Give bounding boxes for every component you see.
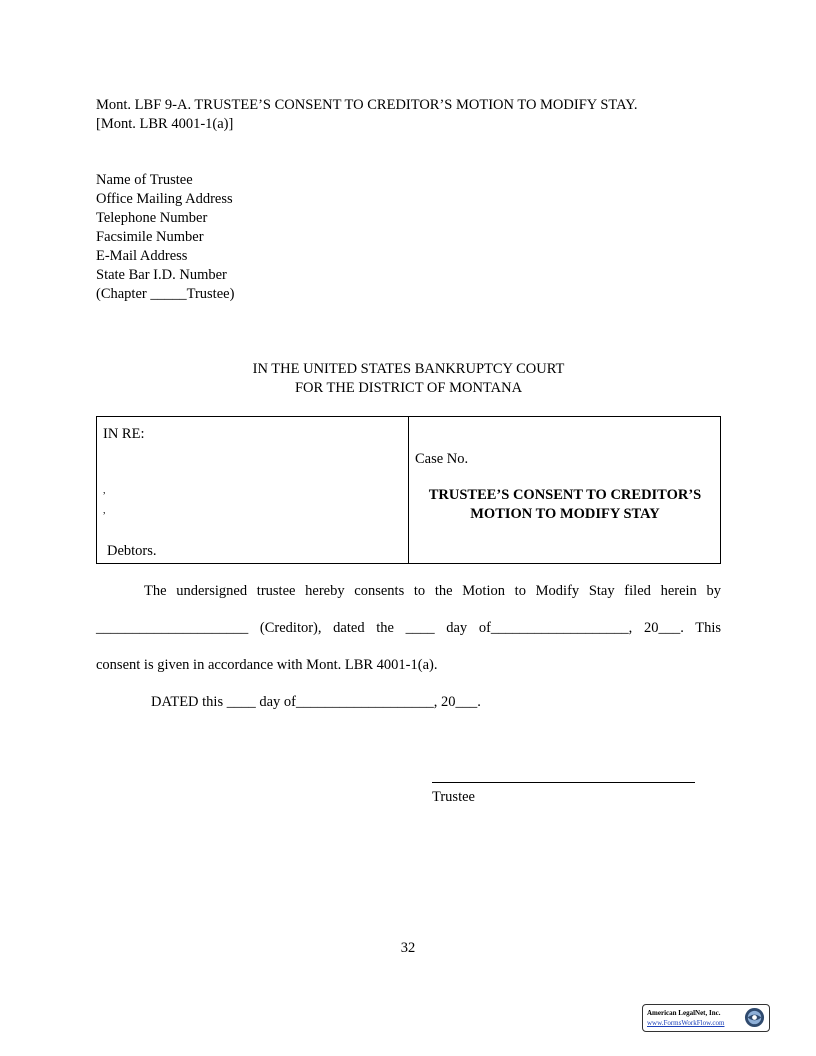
globe-icon — [744, 1007, 765, 1028]
footer-company-name: American LegalNet, Inc. — [647, 1009, 721, 1017]
footer-logo[interactable] — [642, 1004, 770, 1032]
trustee-signature-label: Trustee — [432, 789, 475, 805]
trustee-name-label: Name of Trustee — [96, 172, 193, 188]
trustee-fax-label: Facsimile Number — [96, 229, 204, 245]
trustee-chapter-label: (Chapter _____Trustee) — [96, 286, 235, 302]
signature-line — [432, 782, 695, 783]
trustee-email-label: E-Mail Address — [96, 248, 188, 264]
consent-paragraph-line3: consent is given in accordance with Mont. LBR 4001-1(a). — [96, 657, 438, 673]
consent-paragraph-line1 — [96, 583, 721, 600]
form-title — [96, 96, 721, 134]
debtor-comma-2: , — [103, 505, 106, 516]
trustee-address-label: Office Mailing Address — [96, 191, 233, 207]
consent-line1-text: The undersigned trustee hereby consents to the Motion to Modify Stay filed herein by — [144, 583, 721, 599]
debtors-label: Debtors. — [107, 543, 157, 559]
case-caption-box — [96, 416, 721, 564]
trustee-phone-label: Telephone Number — [96, 210, 208, 226]
court-name-line1: IN THE UNITED STATES BANKRUPTCY COURT — [252, 361, 565, 377]
page-number: 32 — [400, 940, 416, 956]
footer-url-link[interactable]: www.FormsWorkFlow.com — [647, 1019, 725, 1027]
case-number-label: Case No. — [415, 451, 469, 467]
document-title: TRUSTEE’S CONSENT TO CREDITOR’S MOTION TO MODIFY STAY — [428, 487, 702, 522]
form-title-text: Mont. LBF 9-A. TRUSTEE’S CONSENT TO CREDITOR’S MOTION TO MODIFY STAY. — [96, 97, 638, 113]
court-name-line2: FOR THE DISTRICT OF MONTANA — [294, 380, 523, 396]
trustee-info-block — [96, 171, 234, 304]
in-re-label: IN RE: — [103, 426, 145, 442]
caption-divider — [408, 417, 409, 563]
dated-line: DATED this ____ day of___________________, 20___. — [151, 694, 481, 710]
rule-reference: [Mont. LBR 4001-1(a)] — [96, 116, 234, 132]
trustee-bar-id-label: State Bar I.D. Number — [96, 267, 227, 283]
debtor-comma-1: , — [103, 485, 106, 496]
consent-paragraph-line2: _____________________ (Creditor), dated the ____ day of___________________, 20___. This — [96, 620, 721, 636]
